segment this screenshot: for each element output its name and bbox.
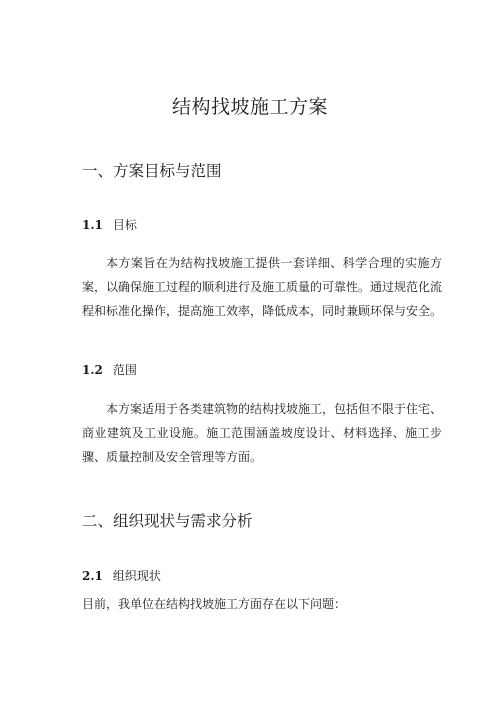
subsection-heading: [82, 361, 137, 379]
subsection-number: 1.2: [82, 363, 103, 377]
subsection-number: 2.1: [82, 569, 103, 583]
section-heading: 二、组织现状与需求分析: [82, 512, 253, 530]
subsection-title: 范围: [112, 363, 137, 377]
paragraph: 目前，我单位在结构找坡施工方面存在以下问题：: [82, 597, 347, 611]
subsection-number: 1.1: [82, 218, 103, 232]
subsection-title: 组织现状: [112, 569, 161, 583]
paragraph: 本方案适用于各类建筑物的结构找坡施工，包括但不限于住宅、商业建筑及工业设施。施工范围涵盖坡度设计、材料选择、施工步骤、质量控制及安全管理等方面。: [82, 402, 443, 464]
subsection-heading: [82, 567, 161, 585]
subsection-heading: [82, 216, 137, 234]
subsection-title: 目标: [112, 218, 137, 232]
section-heading: 一、方案目标与范围: [82, 162, 222, 180]
document-title: 结构找坡施工方案: [171, 96, 328, 118]
paragraph: 本方案旨在为结构找坡施工提供一套详细、科学合理的实施方案，以确保施工过程的顺利进行及施工质量的可靠性。通过规范化流程和标准化操作，提高施工效率，降低成本，同时兼顾环保与安全。: [82, 256, 443, 318]
